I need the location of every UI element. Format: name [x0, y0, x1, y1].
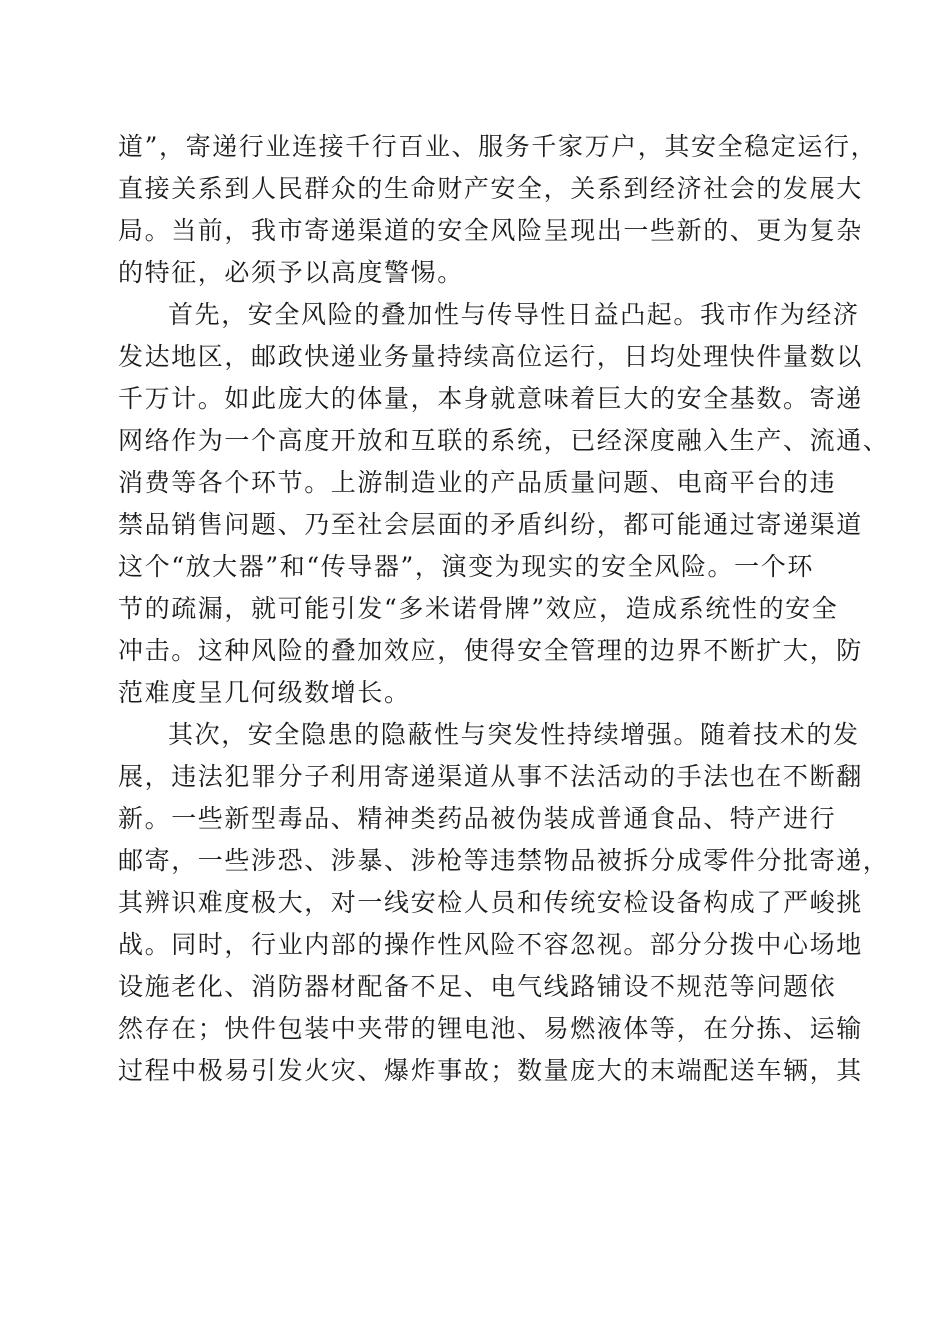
text-line: 发达地区，邮政快递业务量持续高位运行，日均处理快件量数以: [118, 342, 863, 371]
text-line: 冲击。这种风险的叠加效应，使得安全管理的边界不断扩大，防: [118, 636, 863, 665]
text-line: 千万计。如此庞大的体量，本身就意味着巨大的安全基数。寄递: [118, 384, 863, 413]
text-line: 道”，寄递行业连接千行百业、服务千家万户，其安全稳定运行，: [118, 132, 878, 161]
text-line: 其辨识难度极大，对一线安检人员和传统安检设备构成了严峻挑: [118, 888, 863, 917]
text-line: 新。一些新型毒品、精神类药品被伪装成普通食品、特产进行: [118, 804, 837, 833]
text-line: 展，违法犯罪分子利用寄递渠道从事不法活动的手法也在不断翻: [118, 762, 863, 791]
paragraph-first-line: 其次，安全隐患的隐蔽性与突发性持续增强。随着技术的发: [168, 720, 860, 749]
text-line: 过程中极易引发火灾、爆炸事故；数量庞大的末端配送车辆，其: [118, 1056, 863, 1085]
text-line: 直接关系到人民群众的生命财产安全，关系到经济社会的发展大: [118, 174, 863, 203]
text-line: 局。当前，我市寄递渠道的安全风险呈现出一些新的、更为复杂: [118, 216, 863, 245]
paragraph-first-line: 首先，安全风险的叠加性与传导性日益凸起。我市作为经济: [168, 300, 860, 329]
text-line: 网络作为一个高度开放和互联的系统，已经深度融入生产、流通、: [118, 426, 890, 455]
text-line: 邮寄，一些涉恐、涉暴、涉枪等违禁物品被拆分成零件分批寄递，: [118, 846, 890, 875]
text-line: 节的疏漏，就可能引发“多米诺骨牌”效应，造成系统性的安全: [118, 594, 839, 623]
text-line: 设施老化、消防器材配备不足、电气线路铺设不规范等问题依: [118, 972, 837, 1001]
text-line: 战。同时，行业内部的操作性风险不容忽视。部分分拨中心场地: [118, 930, 863, 959]
text-line: 范难度呈几何级数增长。: [118, 678, 411, 707]
text-line: 禁品销售问题、乃至社会层面的矛盾纠纷，都可能通过寄递渠道: [118, 510, 863, 539]
text-line: 然存在；快件包装中夹带的锂电池、易燃液体等，在分拣、运输: [118, 1014, 863, 1043]
document-body: [118, 126, 890, 1092]
text-line: 这个“放大器”和“传导器”，演变为现实的安全风险。一个环: [118, 552, 814, 581]
text-line: 的特征，必须予以高度警惕。: [118, 258, 464, 287]
text-line: 消费等各个环节。上游制造业的产品质量问题、电商平台的违: [118, 468, 837, 497]
